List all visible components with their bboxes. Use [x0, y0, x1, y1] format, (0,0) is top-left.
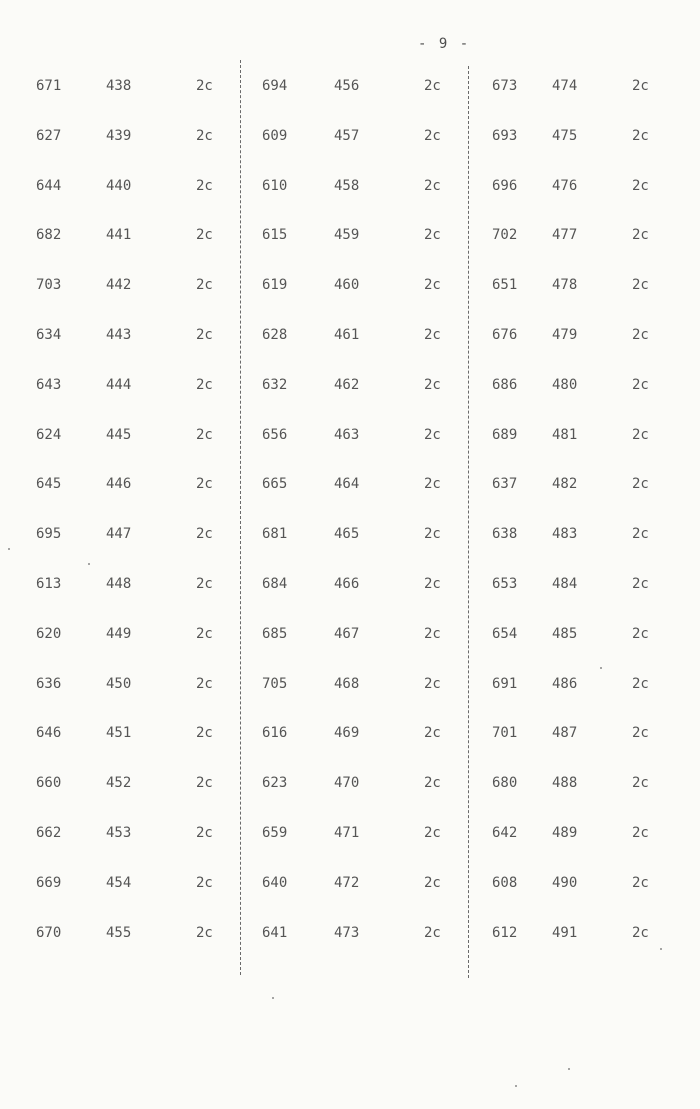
code-cell: 2c: [424, 824, 441, 841]
table-row: [492, 373, 692, 423]
item-number-cell: 653: [492, 575, 518, 592]
sequence-number-cell: 447: [106, 526, 132, 543]
code-cell: 2c: [424, 575, 441, 592]
code-cell: 2c: [632, 625, 649, 642]
item-number-cell: 641: [262, 924, 288, 941]
sequence-number-cell: 445: [106, 426, 132, 443]
code-cell: 2c: [424, 526, 441, 543]
table-row: [492, 423, 692, 473]
table-row: [262, 174, 462, 224]
code-cell: 2c: [196, 675, 213, 692]
code-cell: 2c: [632, 277, 649, 294]
sequence-number-cell: 489: [552, 824, 578, 841]
item-number-cell: 634: [36, 326, 62, 343]
table-row: [36, 572, 236, 622]
sequence-number-cell: 441: [106, 227, 132, 244]
item-number-cell: 609: [262, 127, 288, 144]
sequence-number-cell: 461: [334, 326, 360, 343]
item-number-cell: 637: [492, 476, 518, 493]
sequence-number-cell: 467: [334, 625, 360, 642]
sequence-number-cell: 459: [334, 227, 360, 244]
table-row: [492, 821, 692, 871]
code-cell: 2c: [196, 227, 213, 244]
item-number-cell: 616: [262, 725, 288, 742]
item-number-cell: 671: [36, 78, 62, 94]
item-number-cell: 632: [262, 376, 288, 393]
paper-speck: [568, 1068, 570, 1070]
sequence-number-cell: 452: [106, 775, 132, 792]
table-row: [262, 821, 462, 871]
table-row: [492, 721, 692, 771]
sequence-number-cell: 439: [106, 127, 132, 144]
item-number-cell: 695: [36, 526, 62, 543]
item-number-cell: 685: [262, 625, 288, 642]
table-row: [36, 223, 236, 273]
item-number-cell: 689: [492, 426, 518, 443]
item-number-cell: 651: [492, 277, 518, 294]
table-row: [492, 223, 692, 273]
item-number-cell: 642: [492, 824, 518, 841]
item-number-cell: 693: [492, 127, 518, 144]
code-cell: 2c: [632, 78, 649, 94]
code-cell: 2c: [196, 575, 213, 592]
code-cell: 2c: [196, 526, 213, 543]
sequence-number-cell: 458: [334, 177, 360, 194]
table-row: [262, 672, 462, 722]
code-cell: 2c: [632, 824, 649, 841]
code-cell: 2c: [196, 725, 213, 742]
sequence-number-cell: 479: [552, 326, 578, 343]
table-row: [492, 74, 692, 124]
sequence-number-cell: 483: [552, 526, 578, 543]
page-number: - 9 -: [418, 36, 471, 52]
sequence-number-cell: 446: [106, 476, 132, 493]
sequence-number-cell: 465: [334, 526, 360, 543]
table-row: [492, 174, 692, 224]
paper-speck: [88, 563, 90, 565]
code-cell: 2c: [196, 277, 213, 294]
item-number-cell: 662: [36, 824, 62, 841]
sequence-number-cell: 491: [552, 924, 578, 941]
column-separator: [468, 66, 469, 978]
sequence-number-cell: 475: [552, 127, 578, 144]
item-number-cell: 640: [262, 874, 288, 891]
table-row: [262, 223, 462, 273]
code-cell: 2c: [196, 874, 213, 891]
code-cell: 2c: [632, 675, 649, 692]
sequence-number-cell: 485: [552, 625, 578, 642]
sequence-number-cell: 490: [552, 874, 578, 891]
table-row: [36, 921, 236, 971]
table-row: [492, 672, 692, 722]
item-number-cell: 610: [262, 177, 288, 194]
code-cell: 2c: [424, 924, 441, 941]
code-cell: 2c: [632, 476, 649, 493]
table-row: [492, 124, 692, 174]
table-column: [492, 74, 692, 970]
code-cell: 2c: [632, 775, 649, 792]
item-number-cell: 705: [262, 675, 288, 692]
code-cell: 2c: [424, 227, 441, 244]
code-cell: 2c: [424, 376, 441, 393]
sequence-number-cell: 462: [334, 376, 360, 393]
paper-speck: [8, 548, 10, 550]
item-number-cell: 673: [492, 78, 518, 94]
table-row: [262, 373, 462, 423]
table-row: [262, 522, 462, 572]
sequence-number-cell: 440: [106, 177, 132, 194]
table-row: [262, 572, 462, 622]
table-row: [262, 472, 462, 522]
sequence-number-cell: 451: [106, 725, 132, 742]
code-cell: 2c: [424, 775, 441, 792]
code-cell: 2c: [424, 675, 441, 692]
item-number-cell: 669: [36, 874, 62, 891]
table-row: [36, 124, 236, 174]
item-number-cell: 665: [262, 476, 288, 493]
sequence-number-cell: 472: [334, 874, 360, 891]
code-cell: 2c: [424, 476, 441, 493]
sequence-number-cell: 443: [106, 326, 132, 343]
table-row: [262, 622, 462, 672]
item-number-cell: 643: [36, 376, 62, 393]
item-number-cell: 682: [36, 227, 62, 244]
code-cell: 2c: [632, 127, 649, 144]
item-number-cell: 694: [262, 78, 288, 94]
code-cell: 2c: [424, 78, 441, 94]
item-number-cell: 627: [36, 127, 62, 144]
table-row: [36, 273, 236, 323]
item-number-cell: 696: [492, 177, 518, 194]
sequence-number-cell: 476: [552, 177, 578, 194]
table-row: [492, 871, 692, 921]
table-row: [36, 771, 236, 821]
code-cell: 2c: [196, 824, 213, 841]
sequence-number-cell: 468: [334, 675, 360, 692]
code-cell: 2c: [424, 725, 441, 742]
table-row: [36, 174, 236, 224]
table-row: [36, 622, 236, 672]
item-number-cell: 659: [262, 824, 288, 841]
code-cell: 2c: [196, 775, 213, 792]
sequence-number-cell: 480: [552, 376, 578, 393]
table-row: [36, 672, 236, 722]
table-row: [262, 273, 462, 323]
sequence-number-cell: 469: [334, 725, 360, 742]
item-number-cell: 681: [262, 526, 288, 543]
sequence-number-cell: 484: [552, 575, 578, 592]
table-row: [36, 373, 236, 423]
table-row: [262, 921, 462, 971]
table-row: [36, 721, 236, 771]
item-number-cell: 645: [36, 476, 62, 493]
code-cell: 2c: [196, 177, 213, 194]
sequence-number-cell: 486: [552, 675, 578, 692]
code-cell: 2c: [632, 227, 649, 244]
table-row: [492, 323, 692, 373]
sequence-number-cell: 464: [334, 476, 360, 493]
item-number-cell: 623: [262, 775, 288, 792]
code-cell: 2c: [424, 177, 441, 194]
sequence-number-cell: 470: [334, 775, 360, 792]
code-cell: 2c: [424, 874, 441, 891]
table-row: [492, 771, 692, 821]
table-row: [36, 423, 236, 473]
sequence-number-cell: 455: [106, 924, 132, 941]
paper-speck: [600, 667, 602, 669]
sequence-number-cell: 488: [552, 775, 578, 792]
table-row: [36, 821, 236, 871]
table-row: [262, 721, 462, 771]
sequence-number-cell: 457: [334, 127, 360, 144]
item-number-cell: 644: [36, 177, 62, 194]
code-cell: 2c: [632, 326, 649, 343]
table-row: [36, 522, 236, 572]
sequence-number-cell: 456: [334, 78, 360, 94]
code-cell: 2c: [632, 426, 649, 443]
code-cell: 2c: [196, 924, 213, 941]
code-cell: 2c: [632, 526, 649, 543]
sequence-number-cell: 478: [552, 277, 578, 294]
item-number-cell: 608: [492, 874, 518, 891]
code-cell: 2c: [196, 476, 213, 493]
item-number-cell: 670: [36, 924, 62, 941]
table-row: [262, 74, 462, 124]
code-cell: 2c: [196, 426, 213, 443]
item-number-cell: 620: [36, 625, 62, 642]
sequence-number-cell: 442: [106, 277, 132, 294]
sequence-number-cell: 487: [552, 725, 578, 742]
code-cell: 2c: [632, 924, 649, 941]
sequence-number-cell: 444: [106, 376, 132, 393]
table-row: [262, 423, 462, 473]
table-row: [262, 871, 462, 921]
table-row: [492, 273, 692, 323]
code-cell: 2c: [632, 177, 649, 194]
code-cell: 2c: [196, 326, 213, 343]
table-row: [36, 323, 236, 373]
item-number-cell: 656: [262, 426, 288, 443]
item-number-cell: 684: [262, 575, 288, 592]
table-row: [262, 771, 462, 821]
code-cell: 2c: [196, 127, 213, 144]
sequence-number-cell: 438: [106, 78, 132, 94]
item-number-cell: 624: [36, 426, 62, 443]
sequence-number-cell: 449: [106, 625, 132, 642]
sequence-number-cell: 454: [106, 874, 132, 891]
table-row: [492, 472, 692, 522]
paper-speck: [272, 997, 274, 999]
item-number-cell: 636: [36, 675, 62, 692]
code-cell: 2c: [632, 575, 649, 592]
item-number-cell: 638: [492, 526, 518, 543]
code-cell: 2c: [424, 326, 441, 343]
item-number-cell: 702: [492, 227, 518, 244]
table-column: [262, 74, 462, 970]
table-row: [36, 472, 236, 522]
item-number-cell: 701: [492, 725, 518, 742]
table-row: [36, 74, 236, 124]
paper-speck: [660, 948, 662, 950]
sequence-number-cell: 473: [334, 924, 360, 941]
sequence-number-cell: 482: [552, 476, 578, 493]
item-number-cell: 628: [262, 326, 288, 343]
item-number-cell: 680: [492, 775, 518, 792]
code-cell: 2c: [424, 127, 441, 144]
code-cell: 2c: [424, 625, 441, 642]
table-row: [262, 124, 462, 174]
code-cell: 2c: [632, 874, 649, 891]
item-number-cell: 612: [492, 924, 518, 941]
table-row: [262, 323, 462, 373]
code-cell: 2c: [424, 277, 441, 294]
code-cell: 2c: [632, 725, 649, 742]
item-number-cell: 676: [492, 326, 518, 343]
sequence-number-cell: 450: [106, 675, 132, 692]
item-number-cell: 619: [262, 277, 288, 294]
table-row: [36, 871, 236, 921]
table-row: [492, 622, 692, 672]
table-row: [492, 522, 692, 572]
sequence-number-cell: 481: [552, 426, 578, 443]
paper-speck: [515, 1085, 517, 1087]
sequence-number-cell: 460: [334, 277, 360, 294]
item-number-cell: 646: [36, 725, 62, 742]
item-number-cell: 703: [36, 277, 62, 294]
code-cell: 2c: [196, 78, 213, 94]
table-row: [492, 572, 692, 622]
column-separator: [240, 60, 241, 975]
item-number-cell: 615: [262, 227, 288, 244]
code-cell: 2c: [196, 376, 213, 393]
code-cell: 2c: [424, 426, 441, 443]
sequence-number-cell: 466: [334, 575, 360, 592]
item-number-cell: 686: [492, 376, 518, 393]
code-cell: 2c: [196, 625, 213, 642]
sequence-number-cell: 471: [334, 824, 360, 841]
sequence-number-cell: 463: [334, 426, 360, 443]
sequence-number-cell: 453: [106, 824, 132, 841]
sequence-number-cell: 477: [552, 227, 578, 244]
item-number-cell: 613: [36, 575, 62, 592]
table-column: [36, 74, 236, 970]
item-number-cell: 660: [36, 775, 62, 792]
item-number-cell: 654: [492, 625, 518, 642]
table-row: [492, 921, 692, 971]
sequence-number-cell: 474: [552, 78, 578, 94]
sequence-number-cell: 448: [106, 575, 132, 592]
item-number-cell: 691: [492, 675, 518, 692]
code-cell: 2c: [632, 376, 649, 393]
